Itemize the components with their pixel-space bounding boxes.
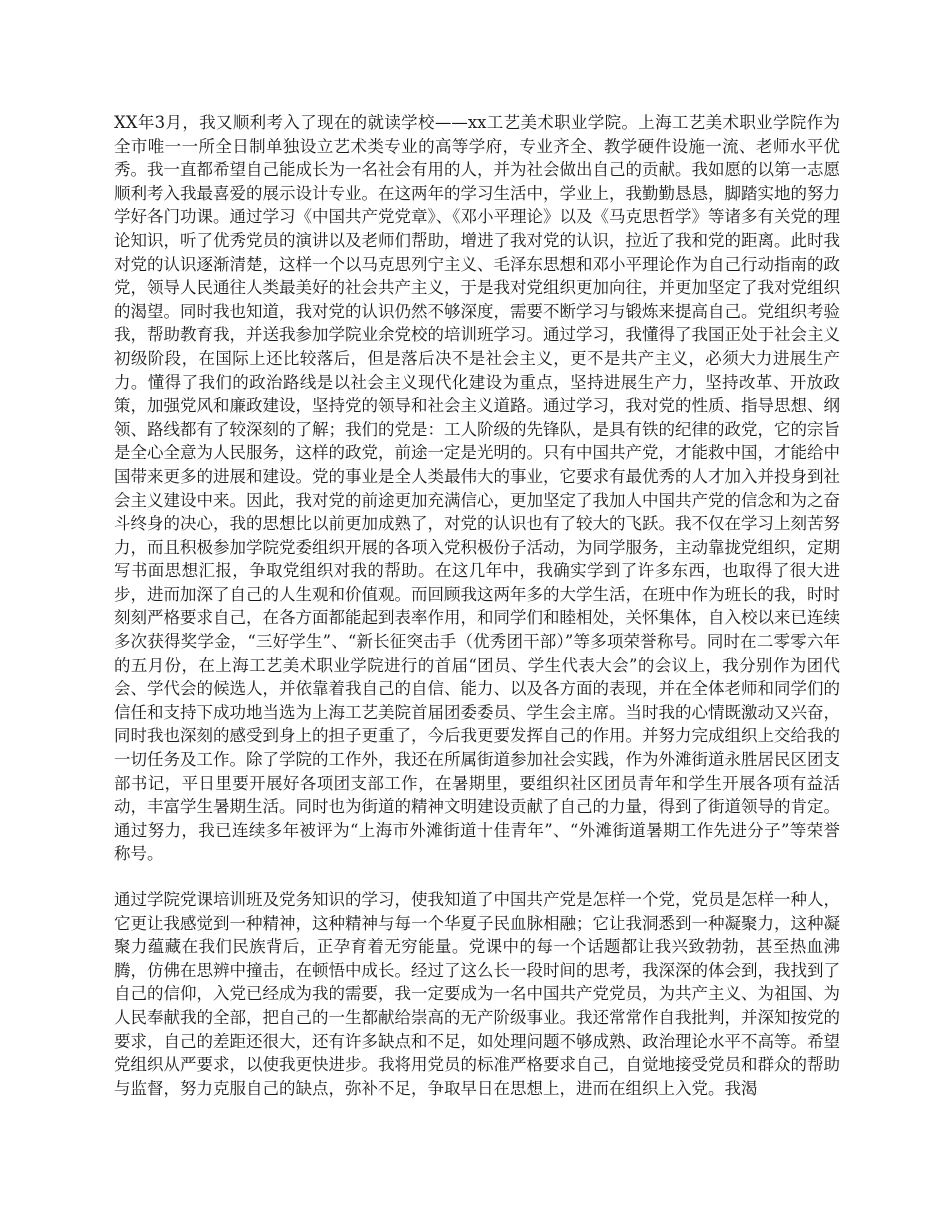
paragraph-1: XX年3月，我又顺利考入了现在的就读学校——xx工艺美术职业学院。上海工艺美术职业学院作为全市唯一一所全日制单独设立艺术类专业的高等学府，专业齐全、教学硬件设施一流、老师水平优秀。我一直都希望自己能成长为一名社会有用的人，并为社会做出自己的贡献。我如愿的以第一志愿顺利考入我最喜爱的展示设计专业。在这两年的学习生活中，学业上，我勤勤恳恳，脚踏实地的努力学好各门功课。通过学习《中国共产党党章》、《邓小平理论》以及《马克思哲学》等诸多有关党的理论知识，听了优秀党员的演讲以及老师们帮助，增进了我对党的认识，拉近了我和党的距离。此时我对党的认识逐渐清楚，这样一个以马克思列宁主义、毛泽东思想和邓小平理论作为自己行动指南的政党，领导人民通往人类最美好的社会共产主义，于是我对党组织更加向往，并更加坚定了我对党组织的渴望。同时我也知道，我对党的认识仍然不够深度，需要不断学习与锻炼来提高自己。党组织考验我，帮助教育我，并送我参加学院业余党校的培训班学习。通过学习，我懂得了我国正处于社会主义初级阶段，在国际上还比较落后，但是落后决不是社会主义，更不是共产主义，必须大力进展生产力。懂得了我们的政治路线是以社会主义现代化建设为重点，坚持进展生产力，坚持改革、开放政策，加强党风和廉政建设，坚持党的领导和社会主义道路。通过学习，我对党的性质、指导思想、纲领、路线都有了较深刻的了解；我们的党是：工人阶级的先锋队，是具有铁的纪律的政党，它的宗旨是全心全意为人民服务，这样的政党，前途一定是光明的。只有中国共产党，才能救中国，才能给中国带来更多的进展和建设。党的事业是全人类最伟大的事业，它要求有最优秀的人才加入并投身到社会主义建设中来。因此，我对党的前途更加充满信心，更加坚定了我加人中国共产党的信念和为之奋斗终身的决心，我的思想比以前更加成熟了，对党的认识也有了较大的飞跃。我不仅在学习上刻苦努力，而且积极参加学院党委组织开展的各项入党积极份子活动，为同学服务，主动靠拢党组织，定期写书面思想汇报，争取党组织对我的帮助。在这几年中，我确实学到了许多东西，也取得了很大进步，进而加深了自己的人生观和价值观。而回顾我这两年多的大学生活，在班中作为班长的我，时时刻刻严格要求自己，在各方面都能起到表率作用，和同学们和睦相处，关怀集体，自入校以来已连续多次获得奖学金，“三好学生”、“新长征突击手（优秀团干部）”等多项荣誉称号。同时在二零零六年的五月份，在上海工艺美术职业学院进行的首届“团员、学生代表大会”的会议上，我分别作为团代会、学代会的候选人，并依靠着我自己的自信、能力、以及各方面的表现，并在全体老师和同学们的信任和支持下成功地当选为上海工艺美院首届团委委员、学生会主席。当时我的心情既激动又兴奋，同时我也深刻的感受到身上的担子更重了，今后我更要发挥自己的作用。并努力完成组织上交给我的一切任务及工作。除了学院的工作外，我还在所属街道参加社会实践，作为外滩街道永胜居民区团支部书记，平日里要开展好各项团支部工作，在暑期里，要组织社区团员青年和学生开展各项有益活动，丰富学生暑期生活。同时也为街道的精神文明建设贡献了自己的力量，得到了街道领导的肯定。通过努力，我已连续多年被评为“上海市外滩街道十佳青年”、“外滩街道暑期工作先进分子”等荣誉称号。 <box>114 113 840 864</box>
paragraph-2: 通过学院党课培训班及党务知识的学习，使我知道了中国共产党是怎样一个党，党员是怎样一种人，它更让我感觉到一种精神，这种精神与每一个华夏子民血脉相融；它让我洞悉到一种凝聚力，这种凝聚力蕴藏在我们民族背后，正孕育着无穷能量。党课中的每一个话题都让我兴致勃勃，甚至热血沸腾，仿佛在思辨中撞击，在顿悟中成长。经过了这么长一段时间的思考，我深深的体会到，我找到了自己的信仰，入党已经成为我的需要，我一定要成为一名中国共产党党员，为共产主义、为祖国、为人民奉献我的全部，把自己的一生都献给崇高的无产阶级事业。我还常常作自我批判，并深知按党的要求，自己的差距还很大，还有许多缺点和不足，如处理问题不够成熟、政治理论水平不高等。希望党组织从严要求，以使我更快进步。我将用党员的标准严格要求自己，自觉地接受党员和群众的帮助与监督，努力克服自己的缺点，弥补不足，争取早日在思想上，进而在组织上入党。我渴 <box>114 890 840 1098</box>
document-page <box>114 111 840 1100</box>
